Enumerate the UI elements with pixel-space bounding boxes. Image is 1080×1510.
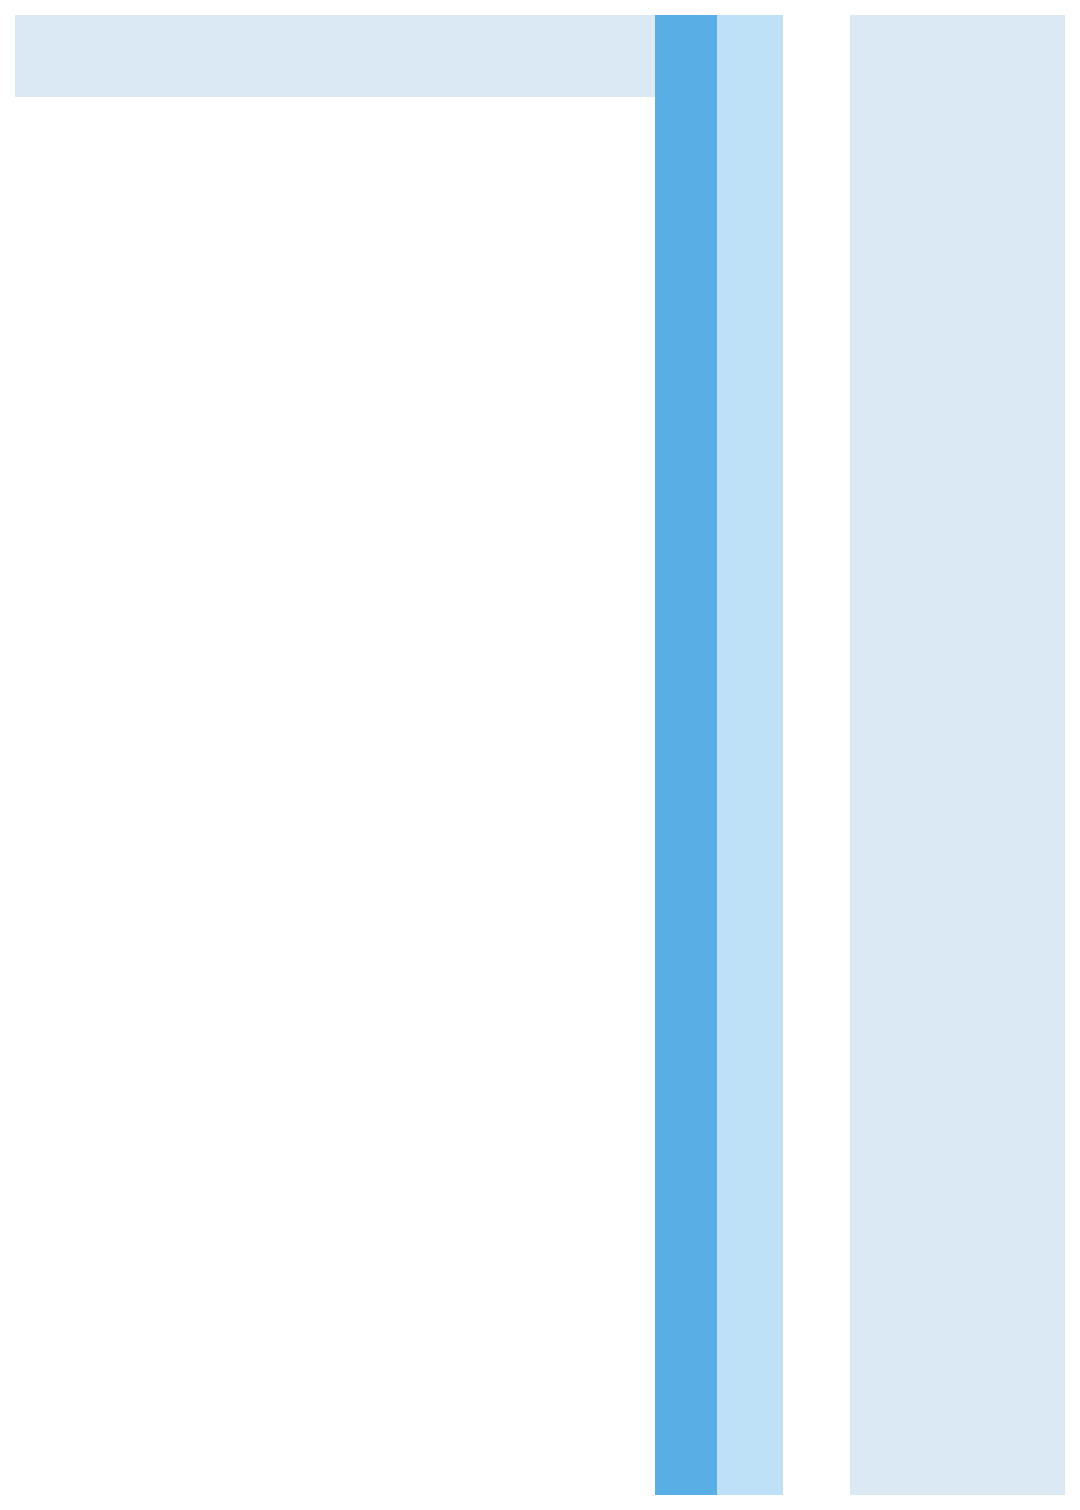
ranking-sheet	[15, 15, 1065, 1495]
event-points-column	[717, 15, 783, 1495]
ranking-column	[850, 15, 1065, 1495]
change-column	[783, 15, 850, 1495]
event-result-column	[655, 15, 717, 1495]
